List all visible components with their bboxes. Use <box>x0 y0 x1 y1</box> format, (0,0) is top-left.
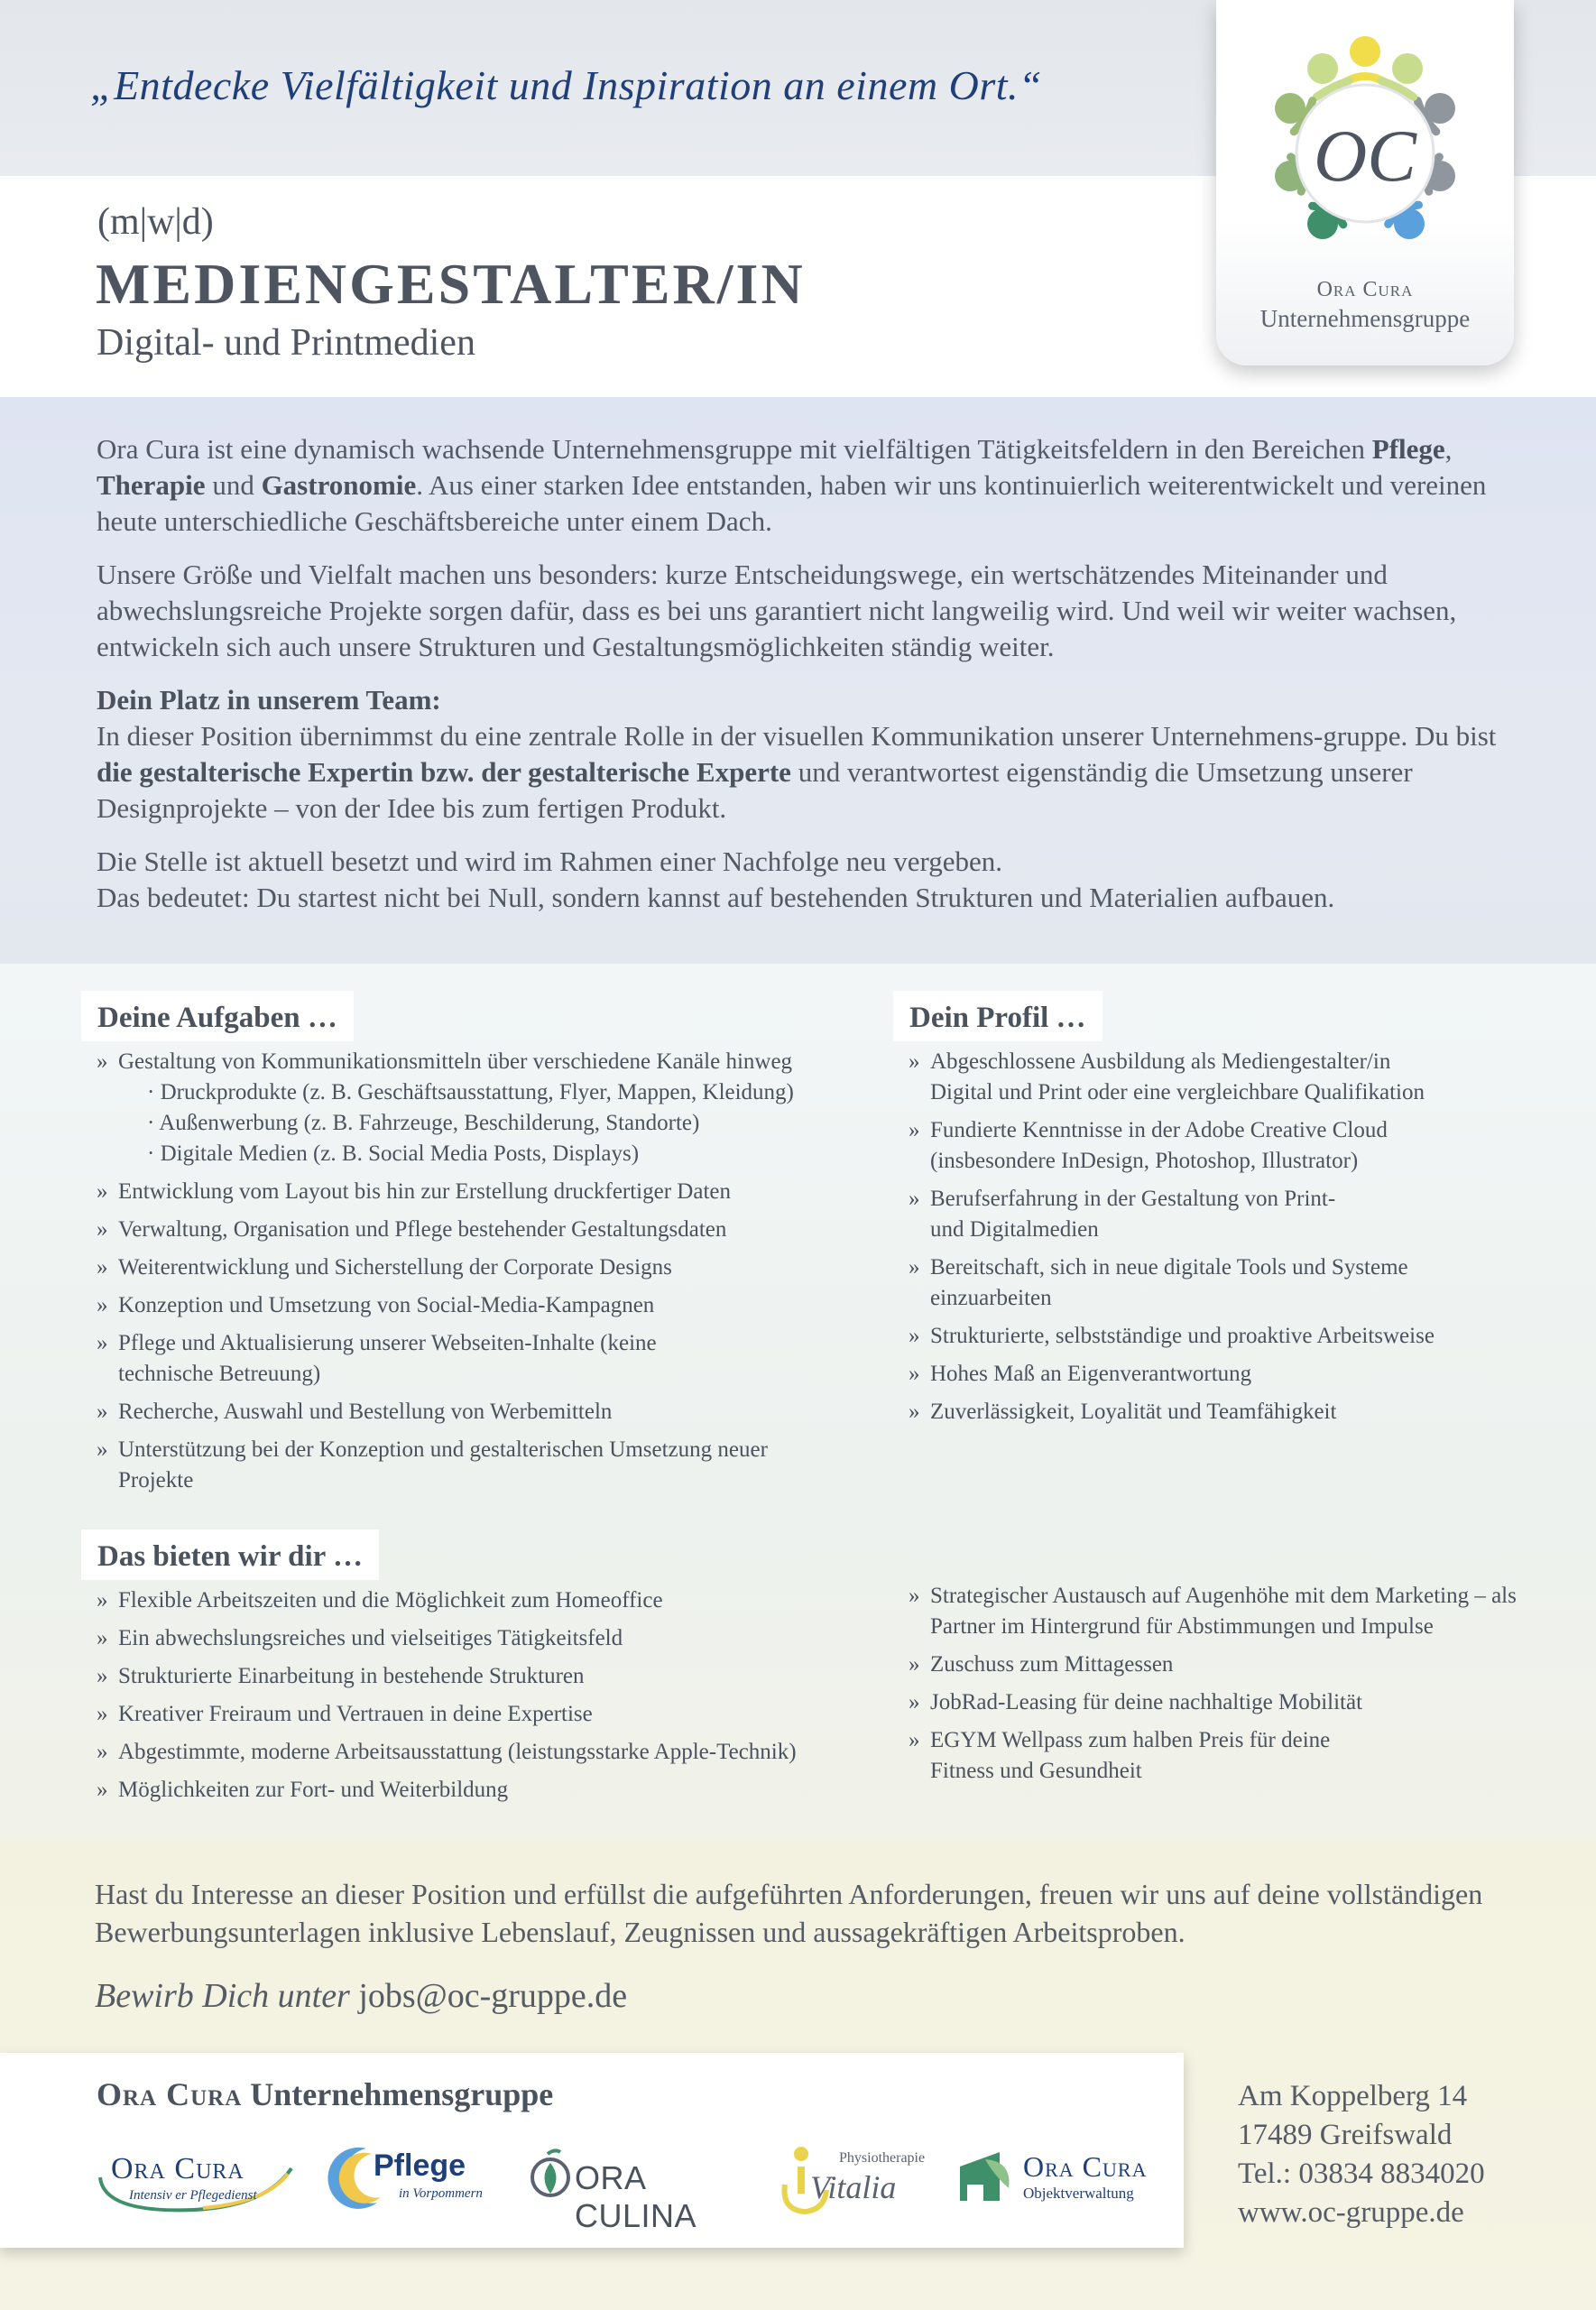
profile-list <box>909 1047 1540 1435</box>
list-item: » Weiterentwicklung und Sicherstellung der Corporate Designs <box>97 1252 872 1283</box>
list-item: » Zuverlässigkeit, Loyalität und Teamfähigkeit <box>909 1397 1540 1428</box>
apply-line <box>95 1976 627 2016</box>
list-item: » EGYM Wellpass zum halben Preis für deine Fitness und Gesundheit <box>909 1725 1363 1787</box>
list-item: » Berufserfahrung in der Gestaltung von Print- und Digitalmedien <box>909 1184 1345 1245</box>
logo-dot <box>1350 36 1380 67</box>
address-city: 17489 Greifswald <box>1238 2119 1453 2151</box>
team-heading: Dein Platz in unserem Team: <box>97 684 441 716</box>
brand-vitalia: Physiotherapie Vitalia <box>778 2143 940 2215</box>
intro-paragraph-4: Die Stelle ist aktuell besetzt und wird im Rahmen einer Nachfolge neu vergeben. Das bedeutet: Du startest nicht bei Null, sondern kannst auf bestehenden Strukturen und Materialien aufbauen. <box>97 845 1335 913</box>
list-item: » Gestaltung von Kommunikationsmitteln über verschiedene Kanäle hinweg · Druckprodukte (z. B. Geschäftsausstattung, Flyer, Mappen, Kleidung) · Außenwerbung (z. B. Fahrzeuge, Beschilderung, Standorte) · Digitale Medien (z. B. Social Media Posts, Displays) <box>97 1047 872 1169</box>
list-item: » Pflege und Aktualisierung unserer Webseiten-Inhalte (keine technische Betreuung) <box>97 1328 696 1390</box>
sub-item: · Digitale Medien (z. B. Social Media Posts, Displays) <box>147 1141 640 1166</box>
list-item: » JobRad-Leasing für deine nachhaltige Mobilität <box>909 1687 1540 1718</box>
gender-note: (m|w|d) <box>97 201 214 243</box>
list-item: » Konzeption und Umsetzung von Social-Media-Kampagnen <box>97 1290 872 1321</box>
brand-pflege-vorpommern: Pflege in Vorpommern <box>327 2143 512 2215</box>
leaf-icon <box>528 2147 573 2201</box>
tasks-list <box>97 1047 872 1503</box>
list-item: » Zuschuss zum Mittagessen <box>909 1649 1540 1680</box>
list-item: » Recherche, Auswahl und Bestellung von Werbemitteln <box>97 1397 872 1428</box>
list-item: » Entwicklung vom Layout bis hin zur Erstellung druckfertiger Daten <box>97 1177 872 1207</box>
brand-ora-cura-objektverwaltung: Ora Cura Objektverwaltung <box>958 2143 1157 2215</box>
list-item: » Flexible Arbeitszeiten und die Möglichkeit zum Homeoffice <box>97 1585 890 1616</box>
list-item: » Strategischer Austausch auf Augenhöhe mit dem Marketing – als Partner im Hintergrund für Abstimmungen und Impulse <box>909 1581 1544 1642</box>
logo-name: Ora Cura <box>1316 278 1414 301</box>
sub-item: · Druckprodukte (z. B. Geschäftsausstattung, Flyer, Mappen, Kleidung) <box>147 1080 794 1104</box>
list-item: » Bereitschaft, sich in neue digitale Tools und Systeme einzuarbeiten <box>909 1252 1481 1314</box>
footer-title: Ora Cura Unternehmensgruppe <box>97 2076 554 2112</box>
logo-dot <box>1307 53 1338 84</box>
sub-item: · Außenwerbung (z. B. Fahrzeuge, Beschilderung, Standorte) <box>147 1111 700 1135</box>
logo-subtitle: Unternehmensgruppe <box>1259 305 1471 332</box>
offer-list-left <box>97 1585 890 1813</box>
address-street: Am Koppelberg 14 <box>1238 2080 1468 2112</box>
list-item: » Strukturierte, selbstständige und proaktive Arbeitsweise <box>909 1321 1540 1352</box>
brand-ora-culina: ORA CULINA <box>528 2143 758 2215</box>
list-item: » Ein abwechslungsreiches und vielseitiges Tätigkeitsfeld <box>97 1623 890 1654</box>
apply-label: Bewirb Dich unter <box>95 1977 350 2015</box>
list-item: » Fundierte Kenntnisse in der Adobe Creative Cloud (insbesondere InDesign, Photoshop, Illustrator) <box>909 1115 1471 1177</box>
offer-list-right <box>909 1581 1540 1794</box>
house-leaf-icon <box>958 2148 1014 2204</box>
list-item: » Strukturierte Einarbeitung in bestehende Strukturen <box>97 1661 890 1692</box>
list-item: » Verwaltung, Organisation und Pflege bestehender Gestaltungsdaten <box>97 1215 872 1245</box>
offer-heading: Das bieten wir dir … <box>81 1529 379 1580</box>
list-item: » Unterstützung bei der Konzeption und gestalterischen Umsetzung neuer Projekte <box>97 1435 840 1496</box>
list-item: » Möglichkeiten zur Fort- und Weiterbildung <box>97 1775 890 1806</box>
job-title: MEDIENGESTALTER/IN <box>96 252 806 316</box>
logo-dot <box>1392 53 1423 84</box>
intro-paragraph-2: Unsere Größe und Vielfalt machen uns besonders: kurze Entscheidungswege, ein wertschätzendes Miteinander und abwechslungsreiche Projekte sorgen dafür, dass es bei uns garantiert nicht langweilig wird. Und weil wir weiter wachsen, entwickeln sich auch unsere Strukturen und Gestaltungsmöglichkeiten ständig weiter. <box>97 559 1457 662</box>
apply-email-link[interactable]: jobs@oc-gruppe.de <box>358 1977 628 2015</box>
tasks-heading: Deine Aufgaben … <box>81 991 354 1041</box>
ora-cura-logo-icon <box>1247 27 1483 266</box>
website-link[interactable]: www.oc-gruppe.de <box>1238 2196 1464 2229</box>
cta-text: Hast du Interesse an dieser Position und erfüllst die aufgeführten Anforderungen, freuen wir uns auf deine vollständigen Bewerbungsunterlagen inklusive Lebenslauf, Zeugnissen und aussagekräftigen Arbeitsproben. <box>95 1878 1483 1948</box>
address-phone[interactable]: Tel.: 03834 8834020 <box>1238 2158 1485 2190</box>
slogan: „Entdecke Vielfältigkeit und Inspiration an einem Ort.“ <box>90 62 1043 108</box>
job-subtitle: Digital- und Printmedien <box>97 322 475 364</box>
intro-paragraph-3: In dieser Position übernimmst du eine zentrale Rolle in der visuellen Kommunikation unserer Unternehmens-gruppe. Du bist die gestalterische Expertin bzw. der gestalterische Experte und verantwortest eigenständig die Umsetzung unserer Designprojekte – von der Idee bis zum fertigen Produkt. <box>97 720 1497 824</box>
logo-monogram: OC <box>1314 115 1416 197</box>
list-item: » Abgestimmte, moderne Arbeitsausstattung (leistungsstarke Apple-Technik) <box>97 1737 890 1768</box>
brand-ora-cura-intensiv: Ora Cura Intensiv er Pflegedienst <box>95 2143 298 2215</box>
list-item: » Hohes Maß an Eigenverantwortung <box>909 1359 1540 1390</box>
list-item: » Abgeschlossene Ausbildung als Mediengestalter/in Digital und Print oder eine vergleichbare Qualifikation <box>909 1047 1435 1108</box>
intro-paragraph-1: Ora Cura ist eine dynamisch wachsende Unternehmensgruppe mit vielfältigen Tätigkeitsfeldern in den Bereichen Pflege, Therapie und Gastronomie. Aus einer starken Idee entstanden, haben wir uns kontinuierlich weiterentwickelt und vereinen heute unterschiedliche Geschäftsbereiche unter einem Dach. <box>97 433 1487 537</box>
profile-heading: Dein Profil … <box>893 991 1102 1041</box>
list-item: » Kreativer Freiraum und Vertrauen in deine Expertise <box>97 1699 890 1730</box>
